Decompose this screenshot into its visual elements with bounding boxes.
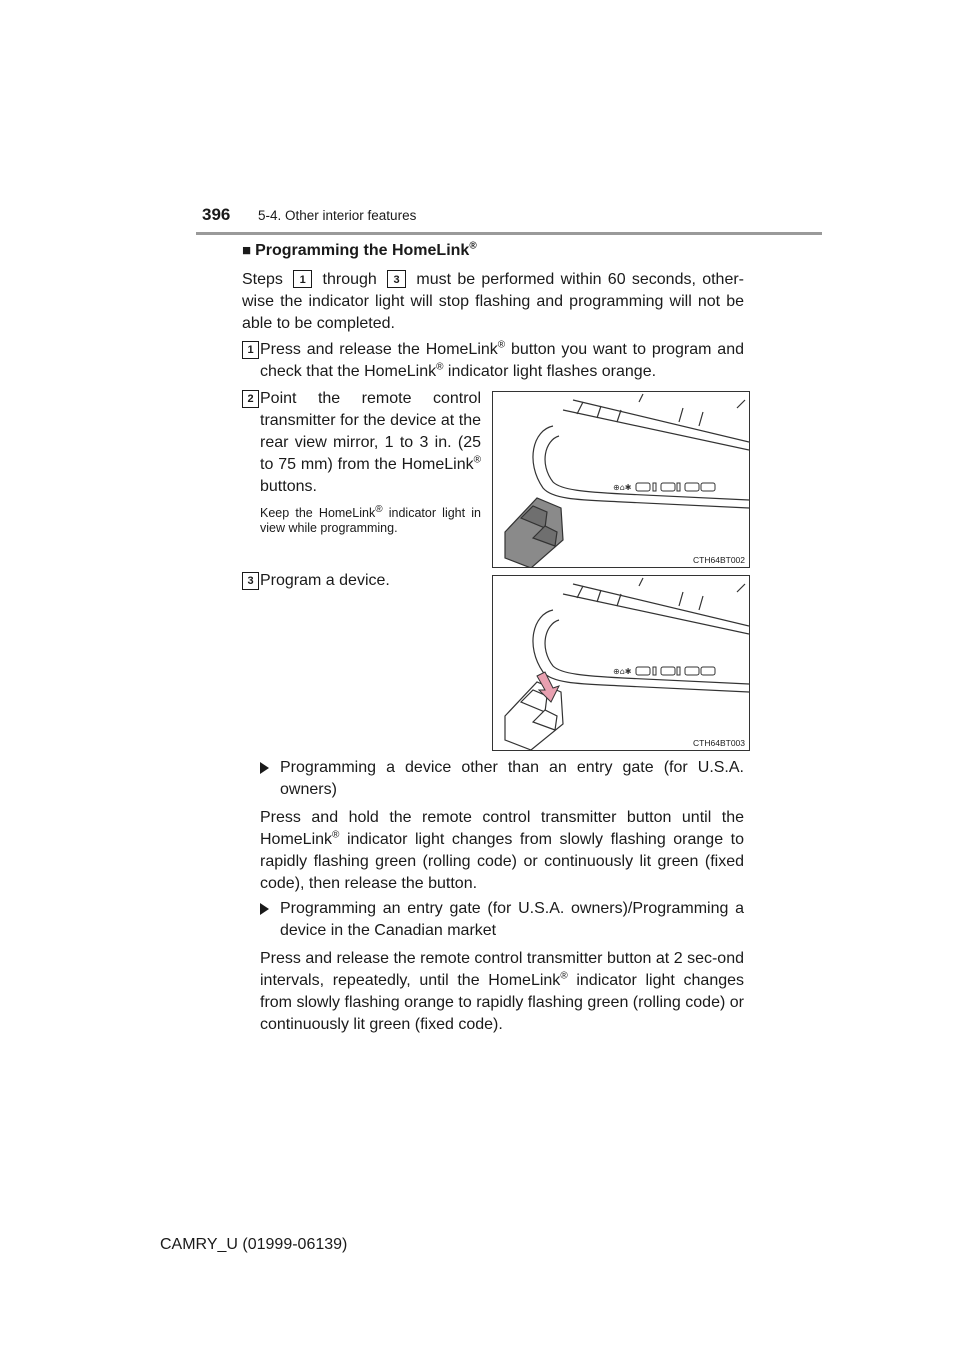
step-1-text-a: Press and release the HomeLink	[260, 341, 498, 358]
step-1-text-b: button you want to program and check that the HomeLink	[260, 341, 744, 380]
registered-mark: ®	[560, 970, 568, 982]
figure-code: CTH64BT002	[693, 555, 745, 565]
step-3-badge: 3	[242, 572, 259, 590]
step-1-text-c: indicator light flashes orange.	[443, 363, 657, 380]
registered-mark: ®	[332, 829, 340, 841]
footer-model-code: CAMRY_U (01999-06139)	[160, 1236, 348, 1253]
step-2-text-b: buttons.	[260, 478, 317, 495]
registered-mark: ®	[375, 503, 383, 515]
bullet-1-description	[260, 807, 744, 895]
section-title: 5-4. Other interior features	[258, 208, 417, 223]
registered-mark: ®	[469, 240, 477, 252]
bullet-item	[260, 757, 744, 801]
intro-text-1: Steps	[242, 271, 283, 288]
bullet-text: Programming an entry gate (for U.S.A. owners)/Programming a device in the Canadian market	[280, 900, 744, 939]
svg-text:⊕⌂✱: ⊕⌂✱	[613, 483, 632, 492]
intro-text-3: must be performed within 60 seconds, other-wise the indicator light will stop flashing and programming will not be able to be completed.	[242, 271, 745, 332]
heading-marker: ■	[242, 242, 252, 259]
step-2-note	[260, 503, 482, 536]
mirror-button-illustration	[493, 576, 749, 750]
page-heading	[242, 242, 477, 260]
bullet-text: Programming a device other than an entry gate (for U.S.A. owners)	[280, 759, 744, 798]
triangle-bullet-icon	[260, 903, 269, 915]
step-ref-3: 3	[387, 270, 406, 288]
triangle-bullet-icon	[260, 762, 269, 774]
step-2-text-a: Point the remote control transmitter for the device at the rear view mirror, 1 to 3 in. (25 to 75 mm) from the HomeLink	[260, 390, 481, 473]
figure-program-device	[492, 575, 750, 751]
figure-code: CTH64BT003	[693, 738, 745, 748]
step-3-text: Program a device.	[260, 572, 390, 589]
bullet-2-desc-b: indicator light changes from slowly flashing orange to rapidly flashing green (rolling code) or continuously lit green (fixed code).	[260, 972, 745, 1033]
page-number: 396	[202, 205, 231, 224]
registered-mark: ®	[497, 339, 506, 351]
step-1-text	[260, 339, 744, 383]
heading-title: Programming the HomeLink	[255, 242, 470, 259]
bullet-1-desc-b: indicator light changes from slowly flashing orange to rapidly flashing green (rolling code) or continuously lit green (fixed code), then release the button.	[260, 831, 744, 892]
bullet-1-desc-a: Press and hold the remote control transmitter button until the HomeLink	[260, 809, 744, 848]
bullet-item	[260, 898, 744, 942]
step-2-note-a: Keep the HomeLink	[260, 506, 376, 520]
intro-paragraph	[242, 269, 744, 335]
registered-mark: ®	[436, 361, 444, 373]
svg-text:⊕⌂✱: ⊕⌂✱	[613, 667, 632, 676]
intro-text-2: through	[322, 271, 377, 288]
figure-mirror-transmitter	[492, 391, 750, 568]
bullet-2-description	[260, 948, 744, 1036]
step-ref-1: 1	[293, 270, 312, 288]
registered-mark: ®	[473, 454, 481, 466]
step-2-note-b: indicator light in view while programming.	[260, 506, 482, 535]
step-2-text	[260, 388, 481, 498]
step-1-badge: 1	[242, 341, 259, 359]
mirror-illustration	[493, 392, 749, 567]
header-rule	[196, 232, 822, 235]
bullet-2-desc-a: Press and release the remote control transmitter button at 2 sec-ond intervals, repeatedly, until the HomeLink	[260, 950, 744, 989]
step-2-badge: 2	[242, 390, 259, 408]
